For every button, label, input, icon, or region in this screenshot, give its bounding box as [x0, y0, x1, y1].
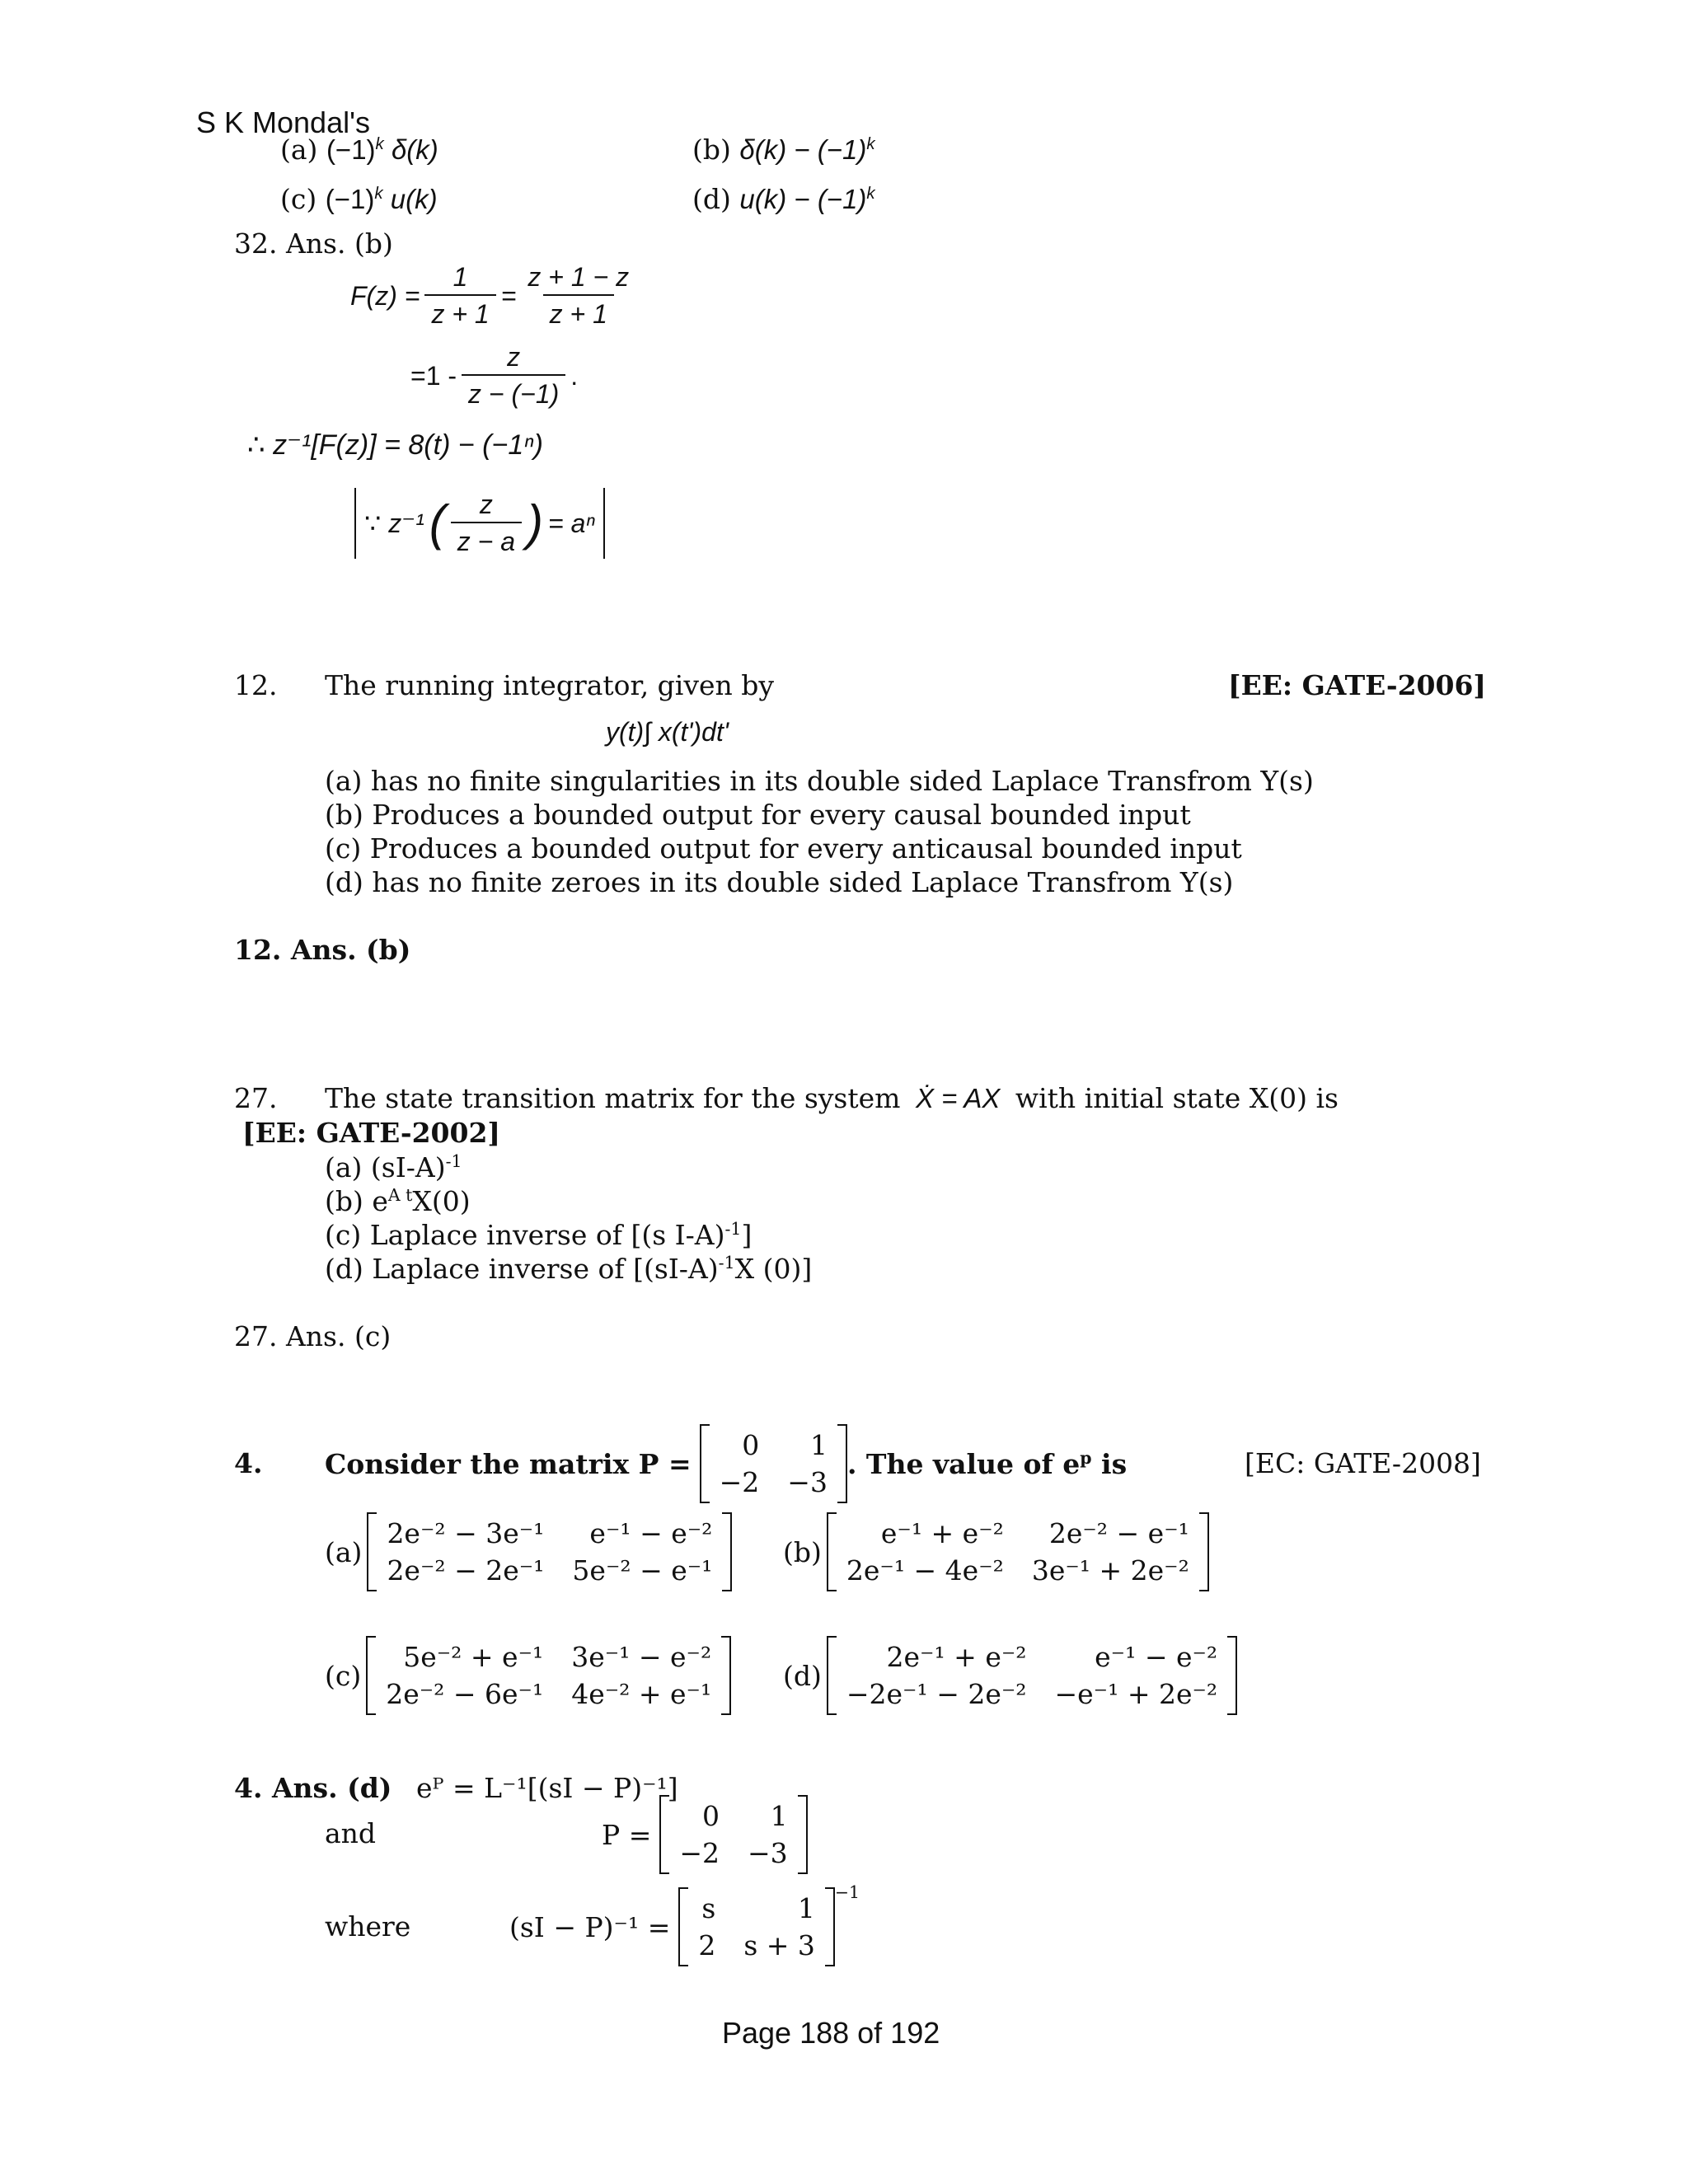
q27-option-d: (d) Laplace inverse of [$(sI-A)^{-1}X$ (0)] [325, 1253, 813, 1285]
q32-option-a-label: (a) [280, 134, 318, 166]
option-a-matrix-cell: 5e⁻² − e⁻¹ [572, 1554, 713, 1586]
q32-line1-lhs: F(z) = [350, 280, 420, 311]
q32-line4-suffix: = aⁿ [548, 508, 596, 538]
option-c-matrix-cell: 5e⁻² + e⁻¹ [403, 1641, 544, 1673]
q32-answer-line3: ∴ z⁻¹[F(z)] = 8(t) − (−1ⁿ) [247, 429, 543, 461]
q4-text: Consider the matrix P = 0 1 −2 −3 . The value of $e^p$ is [325, 1424, 1127, 1503]
q27-text-after: with initial state X(0) is [1015, 1082, 1339, 1114]
q4-option-b-matrix [827, 1512, 1209, 1591]
q32-option-a-expr: $(-1)^k$ δ(k) [326, 134, 438, 165]
q4-text-after: . The value of e [846, 1447, 1081, 1480]
q4-matrix-p [700, 1424, 847, 1503]
q4-option-a-matrix [367, 1512, 732, 1591]
answer-matrix-p-cell: −3 [748, 1837, 788, 1869]
q4-answer-p-matrix [659, 1795, 807, 1874]
option-c-matrix-cell: 3e⁻¹ − e⁻² [571, 1641, 712, 1673]
q12-option-c: (c) Produces a bounded output for every anticausal bounded input [325, 832, 1242, 865]
option-b-matrix-cell: 3e⁻¹ + 2e⁻² [1031, 1554, 1189, 1586]
page-header-title: S K Mondal's [196, 105, 370, 139]
q4-option-a [325, 1512, 732, 1591]
q4-answer-inverse-eq: (sI − P)⁻¹ = [509, 1910, 671, 1943]
q32-answer-line1 [350, 262, 640, 330]
q4-answer-inverse-sup: −1 [834, 1882, 860, 1902]
q4-source: [EC: GATE-2008] [1245, 1447, 1481, 1479]
q27-number: 27. [234, 1082, 278, 1114]
option-d-matrix-cell: 2e⁻¹ + e⁻² [886, 1641, 1027, 1673]
q32-option-b [692, 134, 875, 166]
q4-where-label: where [325, 1910, 411, 1943]
q32-line4-prefix: ∵ z⁻¹ [364, 509, 424, 538]
q4-option-b-label: (b) [783, 1535, 822, 1568]
q4-answer-p-eq: P = [602, 1818, 652, 1851]
q32-option-b-expr: $\delta(k) - (-1)^k$ [739, 134, 875, 165]
q4-answer-inverse [509, 1882, 860, 1966]
q32-line2-prefix: =1 - [410, 360, 457, 391]
q27-source: [EE: GATE-2002] [242, 1117, 501, 1149]
q27-text [325, 1082, 1339, 1114]
q12-number: 12. [234, 669, 278, 701]
q32-frac2: $\frac{z + 1 - z}{z + 1}$ [528, 262, 630, 329]
q12-source: [EE: GATE-2006] [1228, 669, 1487, 701]
q4-option-d [783, 1636, 1237, 1715]
option-a-matrix-cell: 2e⁻² − 3e⁻¹ [387, 1517, 545, 1549]
q12-text: The running integrator, given by [325, 669, 775, 701]
option-d-matrix-cell: −2e⁻¹ − 2e⁻² [846, 1678, 1027, 1710]
inverse-matrix-cell: 2 [698, 1929, 716, 1961]
q4-option-b [783, 1512, 1209, 1591]
q27-option-c: (c) Laplace inverse of [(s I-A)$^{-1}$] [325, 1219, 753, 1251]
q4-option-c [325, 1636, 731, 1715]
q32-option-d-expr: $u(k) - (-1)^k$ [739, 184, 875, 214]
matrix-p-cell: 1 [809, 1429, 828, 1461]
q27-equation: Ẋ = AX [915, 1083, 1001, 1113]
inverse-matrix-cell: s [701, 1892, 716, 1924]
matrix-p-cell: −3 [787, 1466, 828, 1498]
option-b-matrix-cell: 2e⁻² − e⁻¹ [1048, 1517, 1189, 1549]
q12-option-d: (d) has no finite zeroes in its double sided Laplace Transfrom Y(s) [325, 866, 1234, 898]
q32-option-d [692, 183, 875, 215]
answer-matrix-p-cell: −2 [679, 1837, 720, 1869]
q32-option-c-label: (c) [280, 183, 317, 215]
q32-option-b-label: (b) [692, 134, 731, 166]
option-a-matrix-cell: 2e⁻² − 2e⁻¹ [387, 1554, 545, 1586]
q32-option-a [280, 134, 438, 166]
q4-answer-equation: eᴾ = L⁻¹[(sI − P)⁻¹] [416, 1772, 678, 1804]
q27-text-before: The state transition matrix for the system [325, 1082, 901, 1114]
q32-option-d-label: (d) [692, 183, 731, 215]
inverse-matrix-cell: s + 3 [743, 1929, 815, 1961]
q32-frac3: $\frac{z}{z - (-1)}$ [462, 342, 565, 410]
q12-formula: y(t)∫ x(t')dt' [606, 717, 729, 747]
q4-answer-label: 4. Ans. (d) [234, 1772, 392, 1804]
q4-option-c-matrix [366, 1636, 731, 1715]
q4-number: 4. [234, 1447, 263, 1479]
option-d-matrix-cell: e⁻¹ − e⁻² [1095, 1641, 1218, 1673]
q32-answer-label: 32. Ans. (b) [234, 227, 393, 260]
q32-frac1: $\frac{1}{z + 1}$ [424, 262, 495, 330]
q4-answer-inverse-matrix [678, 1887, 835, 1966]
option-b-matrix-cell: e⁻¹ + e⁻² [880, 1517, 1004, 1549]
q4-option-a-label: (a) [325, 1535, 363, 1568]
option-c-matrix-cell: 2e⁻² − 6e⁻¹ [386, 1678, 544, 1710]
option-d-matrix-cell: −e⁻¹ + 2e⁻² [1054, 1678, 1218, 1710]
answer-matrix-p-cell: 1 [770, 1800, 788, 1832]
q12-answer: 12. Ans. (b) [234, 934, 411, 966]
q27-answer: 27. Ans. (c) [234, 1320, 392, 1352]
page-number: Page 188 of 192 [722, 2016, 940, 2050]
option-b-matrix-cell: 2e⁻¹ − 4e⁻² [846, 1554, 1004, 1586]
q32-line1-eq: = [500, 280, 517, 311]
q4-text-before: Consider the matrix P = [325, 1447, 692, 1480]
q4-and-label: and [325, 1817, 377, 1849]
matrix-p-cell: −2 [719, 1466, 760, 1498]
option-a-matrix-cell: e⁻¹ − e⁻² [589, 1517, 713, 1549]
option-c-matrix-cell: 4e⁻² + e⁻¹ [571, 1678, 712, 1710]
matrix-p-cell: 0 [742, 1429, 760, 1461]
q32-line2-suffix: . [570, 360, 579, 391]
q4-option-d-matrix [827, 1636, 1237, 1715]
q12-option-b: (b) Produces a bounded output for every causal bounded input [325, 799, 1191, 831]
q32-answer-line4: ∵ z⁻¹ ( $\frac{z}{z - a}$ ) = aⁿ [354, 488, 605, 559]
q27-option-b: (b) $e^{A t}X(0)$ [325, 1185, 471, 1217]
q32-answer-line2 [410, 342, 578, 410]
q32-frac4: $\frac{z}{z - a}$ [451, 490, 522, 557]
q4-answer-p [602, 1795, 808, 1874]
q4-option-d-label: (d) [783, 1659, 822, 1692]
answer-matrix-p-cell: 0 [702, 1800, 720, 1832]
inverse-matrix-cell: 1 [797, 1892, 815, 1924]
q32-option-c [280, 183, 438, 215]
q4-option-c-label: (c) [325, 1659, 362, 1692]
q12-option-a: (a) has no finite singularities in its double sided Laplace Transfrom Y(s) [325, 765, 1314, 797]
q32-option-c-expr: $(-1)^k$ u(k) [325, 184, 438, 214]
q27-option-a: (a) $(sI-A)^{-1}$ [325, 1151, 462, 1183]
